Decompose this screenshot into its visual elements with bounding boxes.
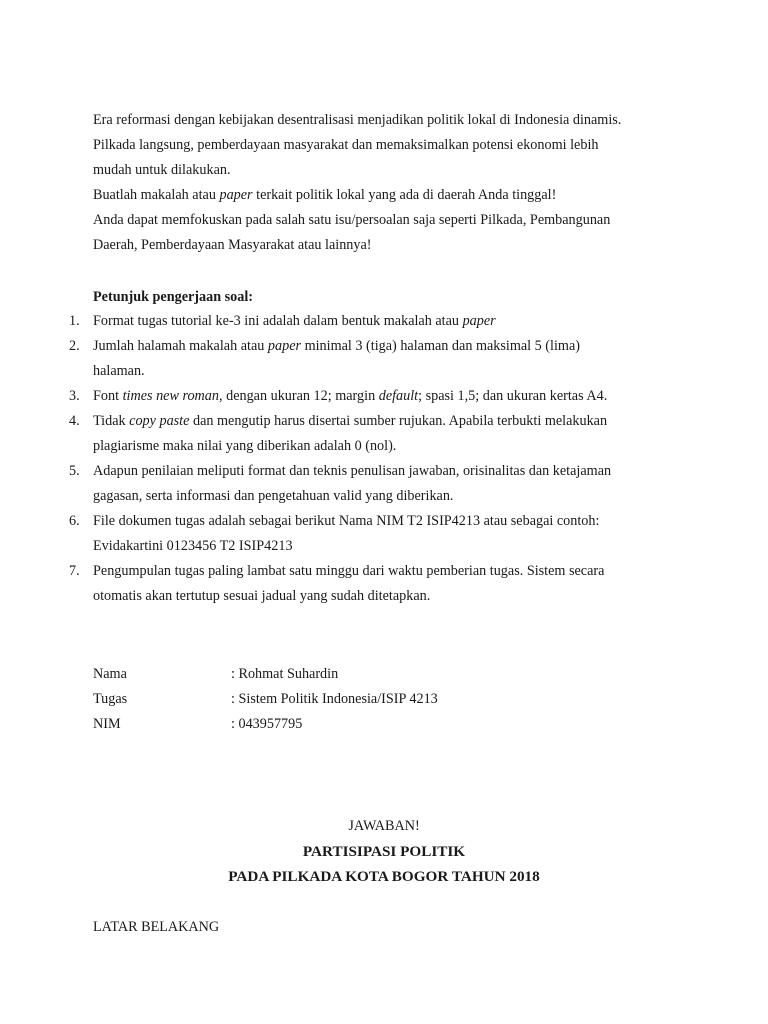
info-value: : 043957795 bbox=[231, 716, 303, 732]
instructions-list bbox=[0, 313, 768, 613]
text-segment: Tidak bbox=[93, 413, 130, 429]
list-item-continuation bbox=[0, 588, 768, 613]
intro-line: mudah untuk dilakukan. bbox=[93, 162, 231, 178]
italic-text: paper bbox=[462, 313, 496, 329]
list-item-continuation bbox=[0, 363, 768, 388]
list-item-continuation bbox=[0, 538, 768, 563]
text-segment: minimal 3 (tiga) halaman dan maksimal 5 (lima) bbox=[301, 338, 580, 354]
text-segment: Buatlah makalah atau bbox=[93, 187, 220, 203]
section-heading: LATAR BELAKANG bbox=[93, 919, 220, 935]
list-number: 3. bbox=[69, 388, 80, 404]
info-label: NIM bbox=[93, 716, 121, 732]
text-segment: Font bbox=[93, 388, 123, 404]
list-text bbox=[93, 413, 607, 430]
list-item bbox=[0, 513, 768, 538]
text-segment: dan mengutip harus disertai sumber rujukan. Apabila terbukti melakukan bbox=[189, 413, 608, 429]
list-text: File dokumen tugas adalah sebagai berikut Nama NIM T2 ISIP4213 atau sebagai contoh: bbox=[93, 513, 600, 529]
answer-heading: JAWABAN! bbox=[348, 818, 420, 834]
list-item bbox=[0, 338, 768, 363]
intro-line: Pilkada langsung, pemberdayaan masyarakat dan memaksimalkan potensi ekonomi lebih bbox=[93, 137, 599, 153]
list-item-continuation bbox=[0, 438, 768, 463]
instructions-heading: Petunjuk pengerjaan soal: bbox=[93, 289, 254, 305]
intro-paragraph bbox=[93, 112, 693, 262]
intro-line: Era reformasi dengan kebijakan desentralisasi menjadikan politik lokal di Indonesia dinamis. bbox=[93, 112, 622, 128]
text-segment: , dengan ukuran 12; margin bbox=[219, 388, 379, 404]
list-number: 6. bbox=[69, 513, 80, 529]
text-segment: Jumlah halamah makalah atau bbox=[93, 338, 268, 354]
info-label: Tugas bbox=[93, 691, 128, 707]
list-text: Adapun penilaian meliputi format dan teknis penulisan jawaban, orisinalitas dan ketajaman bbox=[93, 463, 612, 479]
list-text bbox=[93, 388, 607, 405]
italic-text: paper bbox=[267, 338, 302, 354]
list-item bbox=[0, 563, 768, 588]
list-item bbox=[0, 313, 768, 338]
list-text: gagasan, serta informasi dan pengetahuan valid yang diberikan. bbox=[93, 488, 454, 504]
text-segment: terkait politik lokal yang ada di daerah Anda tinggal! bbox=[252, 187, 557, 203]
list-number: 1. bbox=[69, 313, 80, 329]
italic-text: times new roman bbox=[122, 388, 219, 404]
italic-text: paper bbox=[219, 187, 253, 203]
list-text: halaman. bbox=[93, 363, 145, 379]
list-item-continuation bbox=[0, 488, 768, 513]
intro-line: Daerah, Pemberdayaan Masyarakat atau lainnya! bbox=[93, 237, 372, 253]
intro-line: Anda dapat memfokuskan pada salah satu isu/persoalan saja seperti Pilkada, Pembangunan bbox=[93, 212, 611, 228]
list-text: plagiarisme maka nilai yang diberikan adalah 0 (nol). bbox=[93, 438, 397, 454]
info-label: Nama bbox=[93, 666, 127, 682]
info-value: : Sistem Politik Indonesia/ISIP 4213 bbox=[231, 691, 438, 707]
list-text bbox=[93, 338, 580, 355]
italic-text: copy paste bbox=[129, 413, 190, 429]
paper-title: PARTISIPASI POLITIK bbox=[302, 843, 466, 860]
italic-text: default bbox=[378, 388, 419, 404]
list-item bbox=[0, 413, 768, 438]
list-item bbox=[0, 388, 768, 413]
list-number: 2. bbox=[69, 338, 80, 354]
intro-line bbox=[93, 187, 693, 212]
text-segment: ; spasi 1,5; dan ukuran kertas A4. bbox=[418, 388, 608, 404]
list-number: 5. bbox=[69, 463, 80, 479]
list-number: 7. bbox=[69, 563, 80, 579]
list-text bbox=[93, 313, 496, 330]
text-segment: Format tugas tutorial ke-3 ini adalah dalam bentuk makalah atau bbox=[93, 313, 463, 329]
list-number: 4. bbox=[69, 413, 80, 429]
list-text: Evidakartini 0123456 T2 ISIP4213 bbox=[93, 538, 293, 554]
paper-subtitle: PADA PILKADA KOTA BOGOR TAHUN 2018 bbox=[228, 868, 540, 885]
info-value: : Rohmat Suhardin bbox=[231, 666, 339, 682]
list-item bbox=[0, 463, 768, 488]
list-text: otomatis akan tertutup sesuai jadual yang sudah ditetapkan. bbox=[93, 588, 431, 604]
list-text: Pengumpulan tugas paling lambat satu minggu dari waktu pemberian tugas. Sistem secara bbox=[93, 563, 605, 579]
